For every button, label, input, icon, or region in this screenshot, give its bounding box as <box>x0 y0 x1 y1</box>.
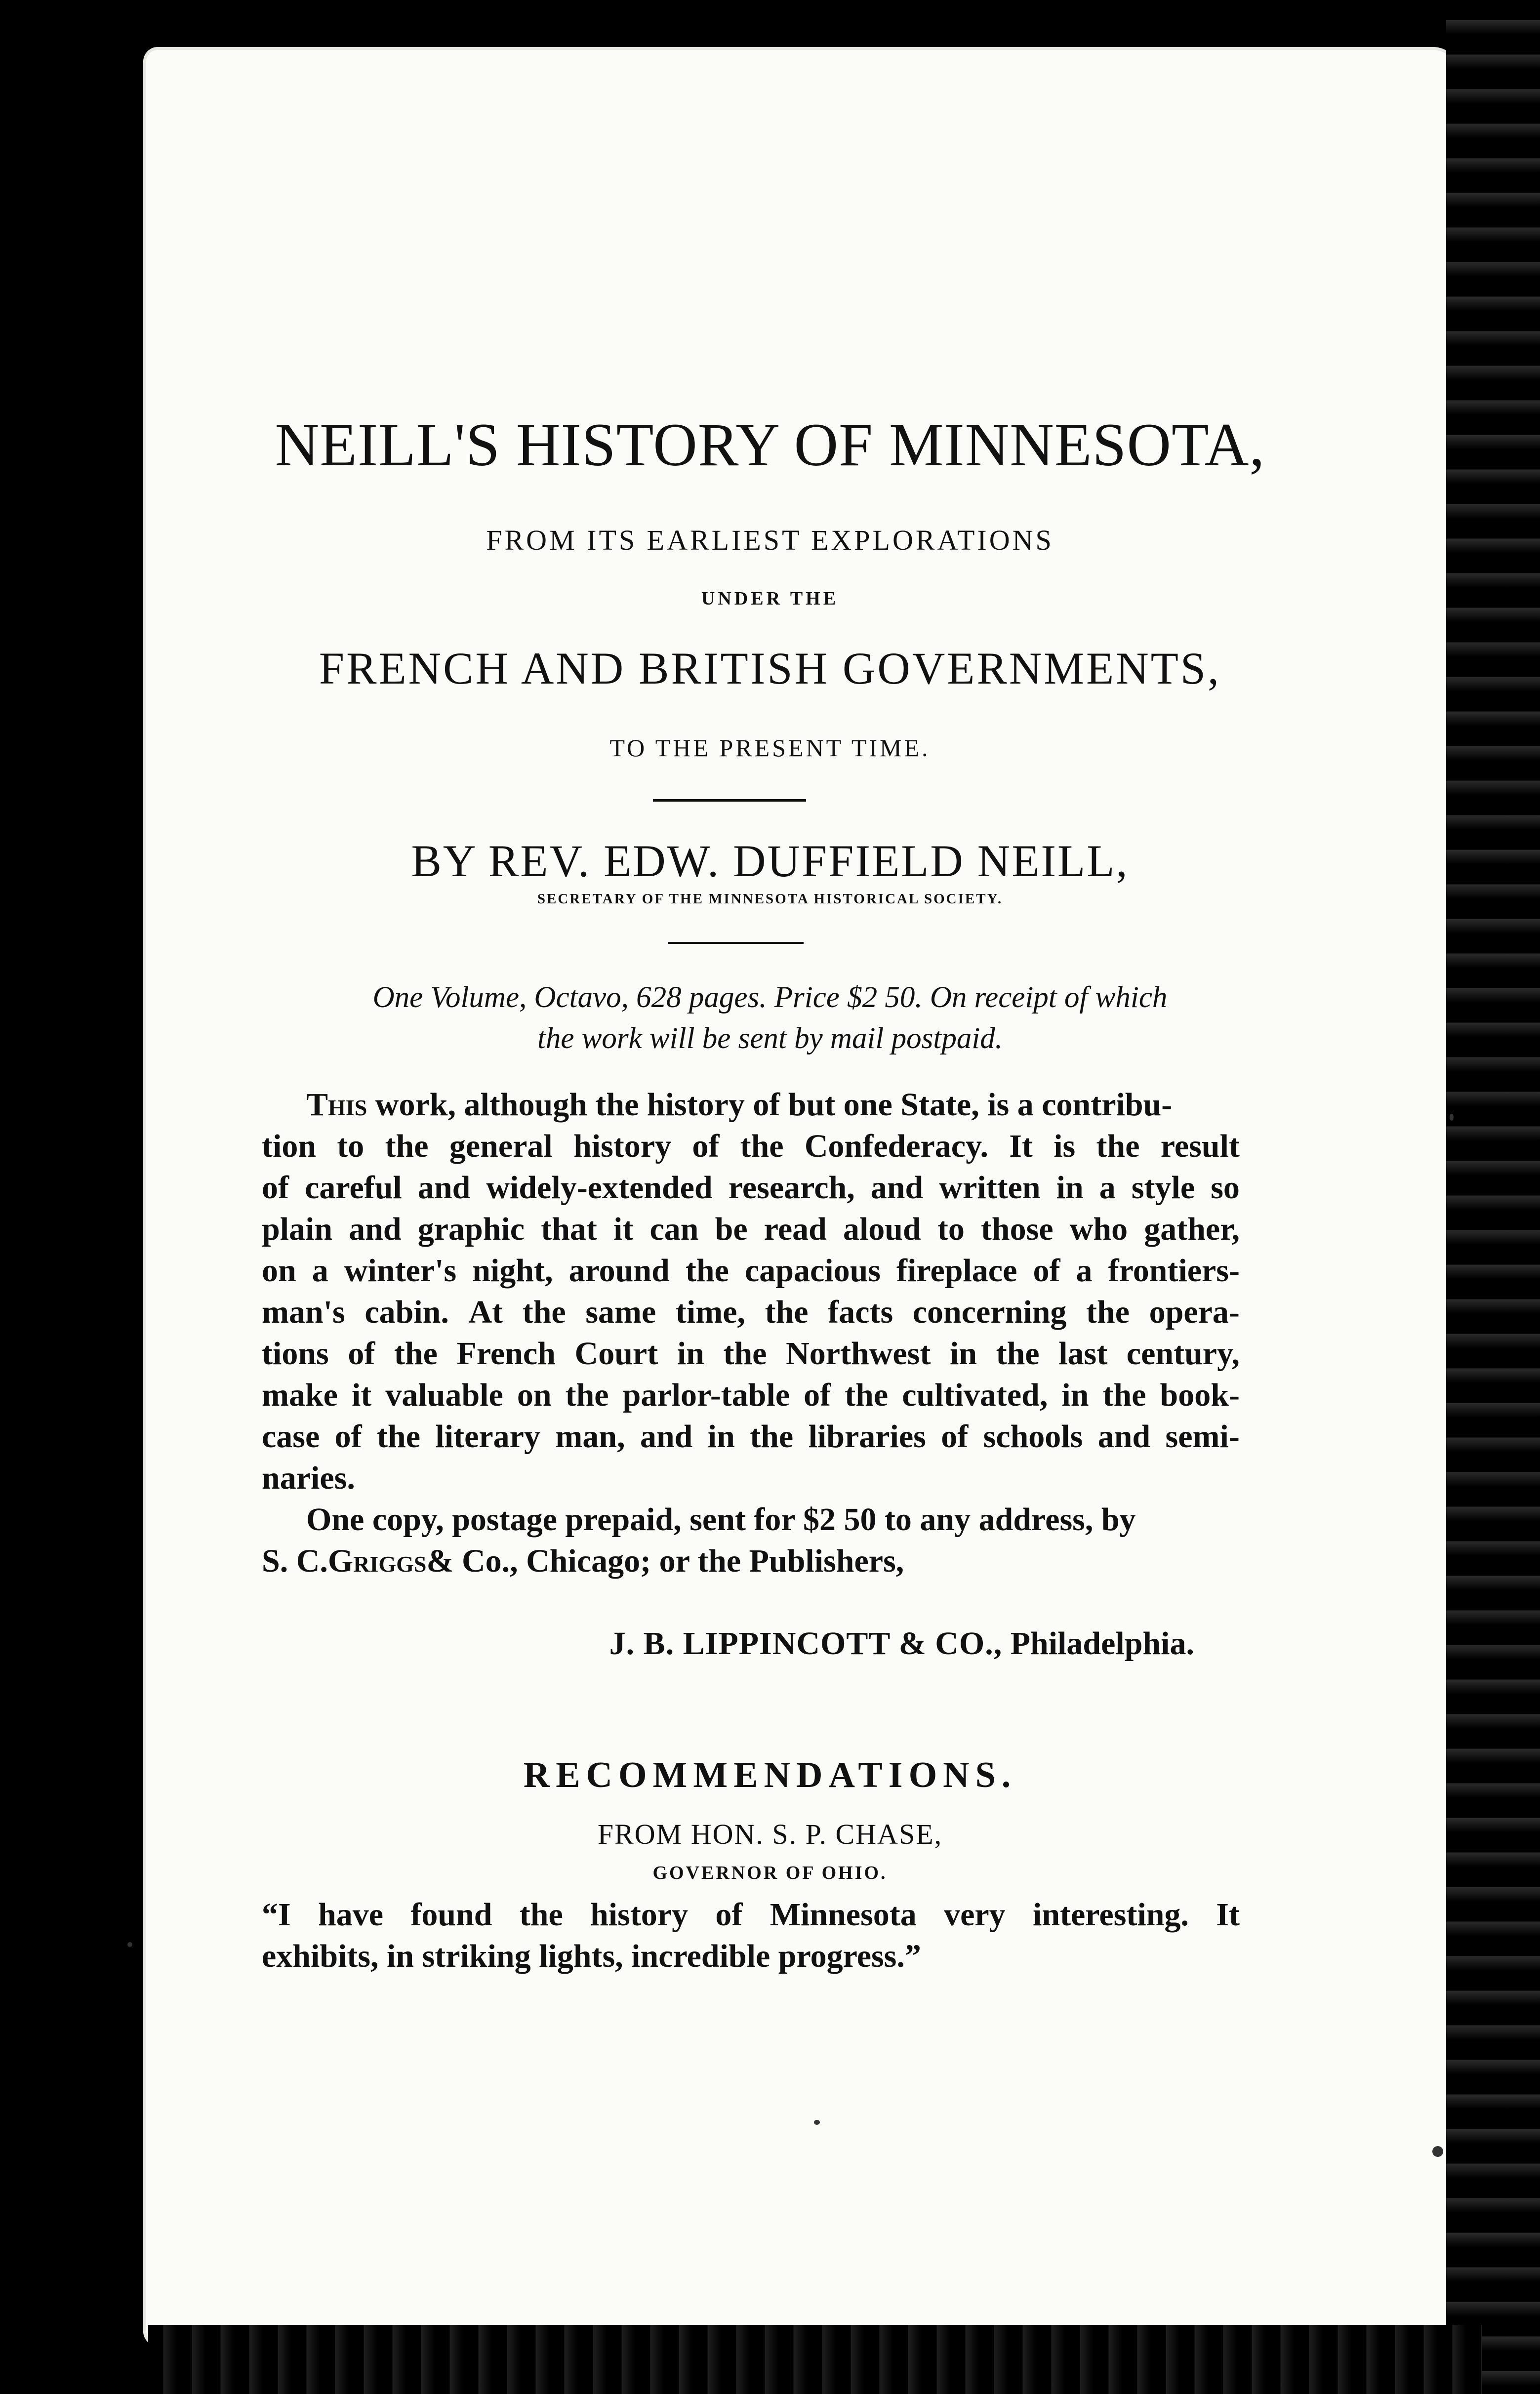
word: interesting. <box>1032 1897 1189 1933</box>
order-line-1: One copy, postage prepaid, sent for $2 50 to any address, by <box>306 1501 1136 1538</box>
word: man's <box>262 1294 345 1330</box>
word: French <box>456 1336 556 1372</box>
word: opera- <box>1149 1294 1240 1330</box>
word: a <box>1099 1170 1116 1206</box>
ink-speck <box>127 1942 132 1947</box>
word: man, <box>555 1419 625 1455</box>
word: result <box>1160 1128 1240 1164</box>
order-line-2 <box>262 1541 1240 1582</box>
word: be <box>715 1211 748 1247</box>
word: to <box>337 1128 365 1164</box>
description-line <box>262 1250 1240 1292</box>
word: literary <box>435 1419 540 1455</box>
word: very <box>944 1897 1006 1933</box>
word: cultivated, <box>902 1377 1048 1413</box>
word: the <box>765 1294 809 1330</box>
word: tion <box>262 1128 317 1164</box>
page-edge-bottom <box>148 2325 1482 2394</box>
word: and <box>870 1170 924 1206</box>
word: the <box>565 1377 609 1413</box>
word: the <box>377 1419 421 1455</box>
word: aloud <box>843 1211 921 1247</box>
book-title: NEILL'S HISTORY OF MINNESOTA, <box>275 411 1265 479</box>
word: a <box>1076 1253 1093 1289</box>
description-line <box>262 1126 1240 1167</box>
word: the <box>685 1253 729 1289</box>
description-line <box>262 1167 1240 1209</box>
ink-speck <box>814 2120 820 2125</box>
word: “I <box>262 1897 291 1933</box>
word: facts <box>828 1294 893 1330</box>
word: Court <box>574 1336 658 1372</box>
word: style <box>1131 1170 1195 1206</box>
word: in <box>949 1336 977 1372</box>
publisher-line <box>609 1625 1194 1663</box>
subtitle-governments-line: FRENCH AND BRITISH GOVERNMENTS, <box>319 643 1221 693</box>
word: research, <box>728 1170 855 1206</box>
word: winter's <box>344 1253 457 1289</box>
word: plain <box>262 1211 333 1247</box>
word: on <box>262 1253 296 1289</box>
description-first-word: This <box>306 1087 367 1123</box>
word: to <box>937 1211 965 1247</box>
ink-speck <box>1432 2146 1443 2157</box>
word: last <box>1058 1336 1108 1372</box>
word: the <box>845 1377 889 1413</box>
word: the <box>1086 1294 1130 1330</box>
word: Confederacy. <box>804 1128 988 1164</box>
word: It <box>1009 1128 1033 1164</box>
word: in <box>707 1419 735 1455</box>
word: a <box>312 1253 328 1289</box>
word: of <box>804 1377 831 1413</box>
subtitle-from-line: FROM ITS EARLIEST EXPLORATIONS <box>486 524 1054 556</box>
order-line-2-suffix: & Co., Chicago; or the Publishers, <box>426 1543 904 1579</box>
word: graphic <box>417 1211 525 1247</box>
page-edge-right <box>1446 0 1540 2394</box>
ink-speck <box>1450 1114 1454 1121</box>
word: it <box>352 1377 372 1413</box>
recommendation-title-line: GOVERNOR OF OHIO. <box>652 1863 888 1883</box>
word: of <box>334 1419 362 1455</box>
word: of <box>941 1419 969 1455</box>
word: and <box>349 1211 402 1247</box>
word: of <box>692 1128 720 1164</box>
word: gather, <box>1144 1211 1240 1247</box>
word: the <box>385 1128 429 1164</box>
word: Northwest <box>786 1336 931 1372</box>
word: in <box>1061 1377 1089 1413</box>
word: concerning <box>912 1294 1067 1330</box>
word: written <box>939 1170 1041 1206</box>
word: of <box>348 1336 375 1372</box>
word: history <box>590 1897 689 1933</box>
description-line <box>262 1375 1240 1416</box>
author-line: BY REV. EDW. DUFFIELD NEILL, <box>411 836 1129 886</box>
word: have <box>318 1897 384 1933</box>
word: the <box>1096 1128 1140 1164</box>
word: book- <box>1160 1377 1240 1413</box>
description-paragraph <box>262 1084 1240 1582</box>
word: time, <box>675 1294 746 1330</box>
word: make <box>262 1377 338 1413</box>
word: widely-extended <box>486 1170 713 1206</box>
word: can <box>649 1211 699 1247</box>
word: It <box>1216 1897 1240 1933</box>
word: the <box>1102 1377 1146 1413</box>
word: same <box>585 1294 656 1330</box>
divider-rule-top <box>653 799 806 802</box>
word: the <box>723 1336 767 1372</box>
volume-info-line-2: the work will be sent by mail postpaid. <box>537 1022 1003 1055</box>
order-agent-name: Griggs <box>327 1543 427 1579</box>
divider-rule-bottom <box>668 942 804 944</box>
recommendation-from-line: FROM HON. S. P. CHASE, <box>597 1818 943 1850</box>
publisher-firm: J. B. LIPPINCOTT & CO., <box>609 1625 1003 1662</box>
word: case <box>262 1419 320 1455</box>
word: of <box>262 1170 289 1206</box>
word: on <box>517 1377 552 1413</box>
description-line-text: work, although the history of but one State, is a contribu- <box>367 1087 1173 1123</box>
description-line <box>262 1416 1240 1458</box>
description-line <box>262 1084 1240 1126</box>
author-title-line: SECRETARY OF THE MINNESOTA HISTORICAL SOCIETY. <box>537 891 1003 907</box>
description-line: naries. <box>262 1460 355 1496</box>
word: the <box>519 1897 563 1933</box>
word: and <box>640 1419 693 1455</box>
quote-line-2: exhibits, in striking lights, incredible progress.” <box>262 1938 921 1974</box>
word: who <box>1069 1211 1128 1247</box>
word: semi- <box>1165 1419 1240 1455</box>
volume-info-line-1: One Volume, Octavo, 628 pages. Price $2 50. On receipt of which <box>372 981 1168 1014</box>
word: that <box>541 1211 597 1247</box>
word: read <box>764 1211 827 1247</box>
publisher-city: Philadelphia. <box>1002 1625 1194 1662</box>
word: general <box>449 1128 553 1164</box>
word: the <box>522 1294 566 1330</box>
word: century, <box>1126 1336 1240 1372</box>
word: night, <box>472 1253 553 1289</box>
word: tions <box>262 1336 329 1372</box>
word: found <box>410 1897 492 1933</box>
word: valuable <box>385 1377 503 1413</box>
word: parlor-table <box>622 1377 790 1413</box>
word: it <box>613 1211 634 1247</box>
word: those <box>980 1211 1054 1247</box>
word: is <box>1054 1128 1076 1164</box>
word: so <box>1211 1170 1240 1206</box>
description-line <box>262 1292 1240 1333</box>
word: of <box>1033 1253 1060 1289</box>
word: the <box>740 1128 784 1164</box>
word: around <box>568 1253 670 1289</box>
quote-line-1 <box>262 1894 1240 1936</box>
word: libraries <box>808 1419 926 1455</box>
recommendations-heading: RECOMMENDATIONS. <box>523 1755 1017 1795</box>
word: and <box>1097 1419 1151 1455</box>
word: Minnesota <box>770 1897 917 1933</box>
word: schools <box>983 1419 1083 1455</box>
word: careful <box>305 1170 402 1206</box>
word: of <box>715 1897 743 1933</box>
word: cabin. <box>365 1294 449 1330</box>
word: frontiers- <box>1108 1253 1240 1289</box>
word: fireplace <box>896 1253 1017 1289</box>
word: the <box>996 1336 1040 1372</box>
recommendation-quote <box>262 1894 1240 1977</box>
description-line <box>262 1209 1240 1250</box>
word: in <box>677 1336 704 1372</box>
word: the <box>750 1419 794 1455</box>
word: and <box>417 1170 471 1206</box>
order-line-2-prefix: S. C. <box>262 1543 328 1579</box>
subtitle-under-line: UNDER THE <box>701 588 839 609</box>
description-line <box>262 1333 1240 1375</box>
word: history <box>573 1128 672 1164</box>
word: capacious <box>744 1253 881 1289</box>
word: At <box>468 1294 503 1330</box>
word: the <box>394 1336 438 1372</box>
subtitle-to-present-line: TO THE PRESENT TIME. <box>609 734 931 762</box>
word: in <box>1056 1170 1084 1206</box>
